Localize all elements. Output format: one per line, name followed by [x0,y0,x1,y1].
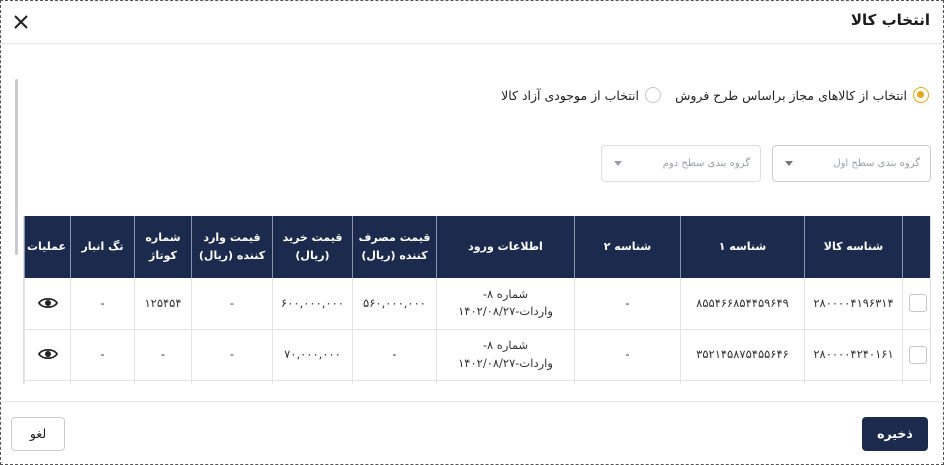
eye-icon[interactable] [38,347,58,361]
dialog-title: انتخاب کالا [850,11,930,29]
col-id1: شناسه ۱ [681,216,805,278]
cancel-button[interactable]: لغو [11,417,65,451]
dialog-footer [2,401,942,464]
col-importer-price: قیمت وارد کننده (ریال) [192,216,273,278]
save-button[interactable]: ذخیره [862,417,928,451]
cell-importer-price: - [192,278,273,329]
cell-id2: - [575,278,681,329]
partial-cell [25,380,71,384]
partial-cell [353,380,437,384]
cell-warehouse-tag: - [71,278,135,329]
cell-warehouse-tag: - [71,329,135,380]
cell-id2: - [575,329,681,380]
cell-cottage-no: ۱۲۵۴۵۴ [135,278,192,329]
group-level1-select[interactable] [772,145,931,182]
partial-cell [903,380,932,384]
cell-importer-price: - [192,329,273,380]
eye-icon[interactable] [38,296,58,310]
col-operations: عملیات [25,216,71,278]
radio-option-sales-plan[interactable] [675,87,929,103]
group-level2-placeholder: گروه بندی سطح دوم [662,158,750,169]
scrollbar-thumb[interactable] [15,79,18,255]
cell-purchase-price: ۷۰,۰۰۰,۰۰۰ [273,329,353,380]
row-checkbox[interactable] [909,346,927,364]
group-level2-select[interactable] [601,145,761,182]
cell-id1: ۸۵۵۴۶۶۸۵۴۴۵۹۶۴۹ [681,278,805,329]
partial-cell [273,380,353,384]
col-purchase-price: قیمت خرید (ریال) [273,216,353,278]
partial-cell [71,380,135,384]
cell-cottage-no: - [135,329,192,380]
chevron-down-icon [785,161,793,166]
table-row[interactable] [25,278,932,329]
col-product-id: شناسه کالا [805,216,903,278]
cell-product-id: ۲۸۰۰۰۰۴۲۴۰۱۶۱ [805,329,903,380]
col-cottage-no: شماره کوتاژ [135,216,192,278]
partial-cell [437,380,575,384]
col-select [903,216,932,278]
cell-entry-info: شماره ۸- واردات-۱۴۰۲/۰۸/۲۷ [437,329,575,380]
products-table-container[interactable] [23,216,931,384]
cell-product-id: ۲۸۰۰۰۰۴۱۹۶۳۱۴ [805,278,903,329]
radio-label-free-stock: انتخاب از موجودی آزاد کالا [501,87,639,103]
radio-button-unchecked[interactable] [645,87,661,103]
radio-option-free-stock[interactable] [501,87,661,103]
close-icon[interactable] [12,13,30,31]
col-consumer-price: قیمت مصرف کننده (ریال) [353,216,437,278]
table-row[interactable] [25,329,932,380]
radio-button-checked[interactable] [913,87,929,103]
cell-consumer-price: - [353,329,437,380]
cell-consumer-price: ۵۶۰,۰۰۰,۰۰۰ [353,278,437,329]
cell-id1: ۳۵۲۱۴۵۸۷۵۴۵۵۶۴۶ [681,329,805,380]
cell-operations [25,278,71,329]
col-entry-info: اطلاعات ورود [437,216,575,278]
partial-cell [681,380,805,384]
group-level1-placeholder: گروه بندی سطح اول [833,158,920,169]
table-header-row [25,216,932,278]
col-id2: شناسه ۲ [575,216,681,278]
row-select-cell [903,278,932,329]
partial-cell [575,380,681,384]
products-table [24,216,931,384]
dialog-header [2,2,942,44]
partial-cell [805,380,903,384]
chevron-down-icon [614,161,622,166]
table-row-partial [25,380,932,384]
cell-entry-info: شماره ۸- واردات-۱۴۰۲/۰۸/۲۷ [437,278,575,329]
partial-cell [135,380,192,384]
partial-cell [192,380,273,384]
col-warehouse-tag: تگ انبار [71,216,135,278]
row-select-cell [903,329,932,380]
row-checkbox[interactable] [909,294,927,312]
cell-operations [25,329,71,380]
cell-purchase-price: ۶۰۰,۰۰۰,۰۰۰ [273,278,353,329]
radio-label-sales-plan: انتخاب از کالاهای مجاز براساس طرح فروش [675,87,907,103]
